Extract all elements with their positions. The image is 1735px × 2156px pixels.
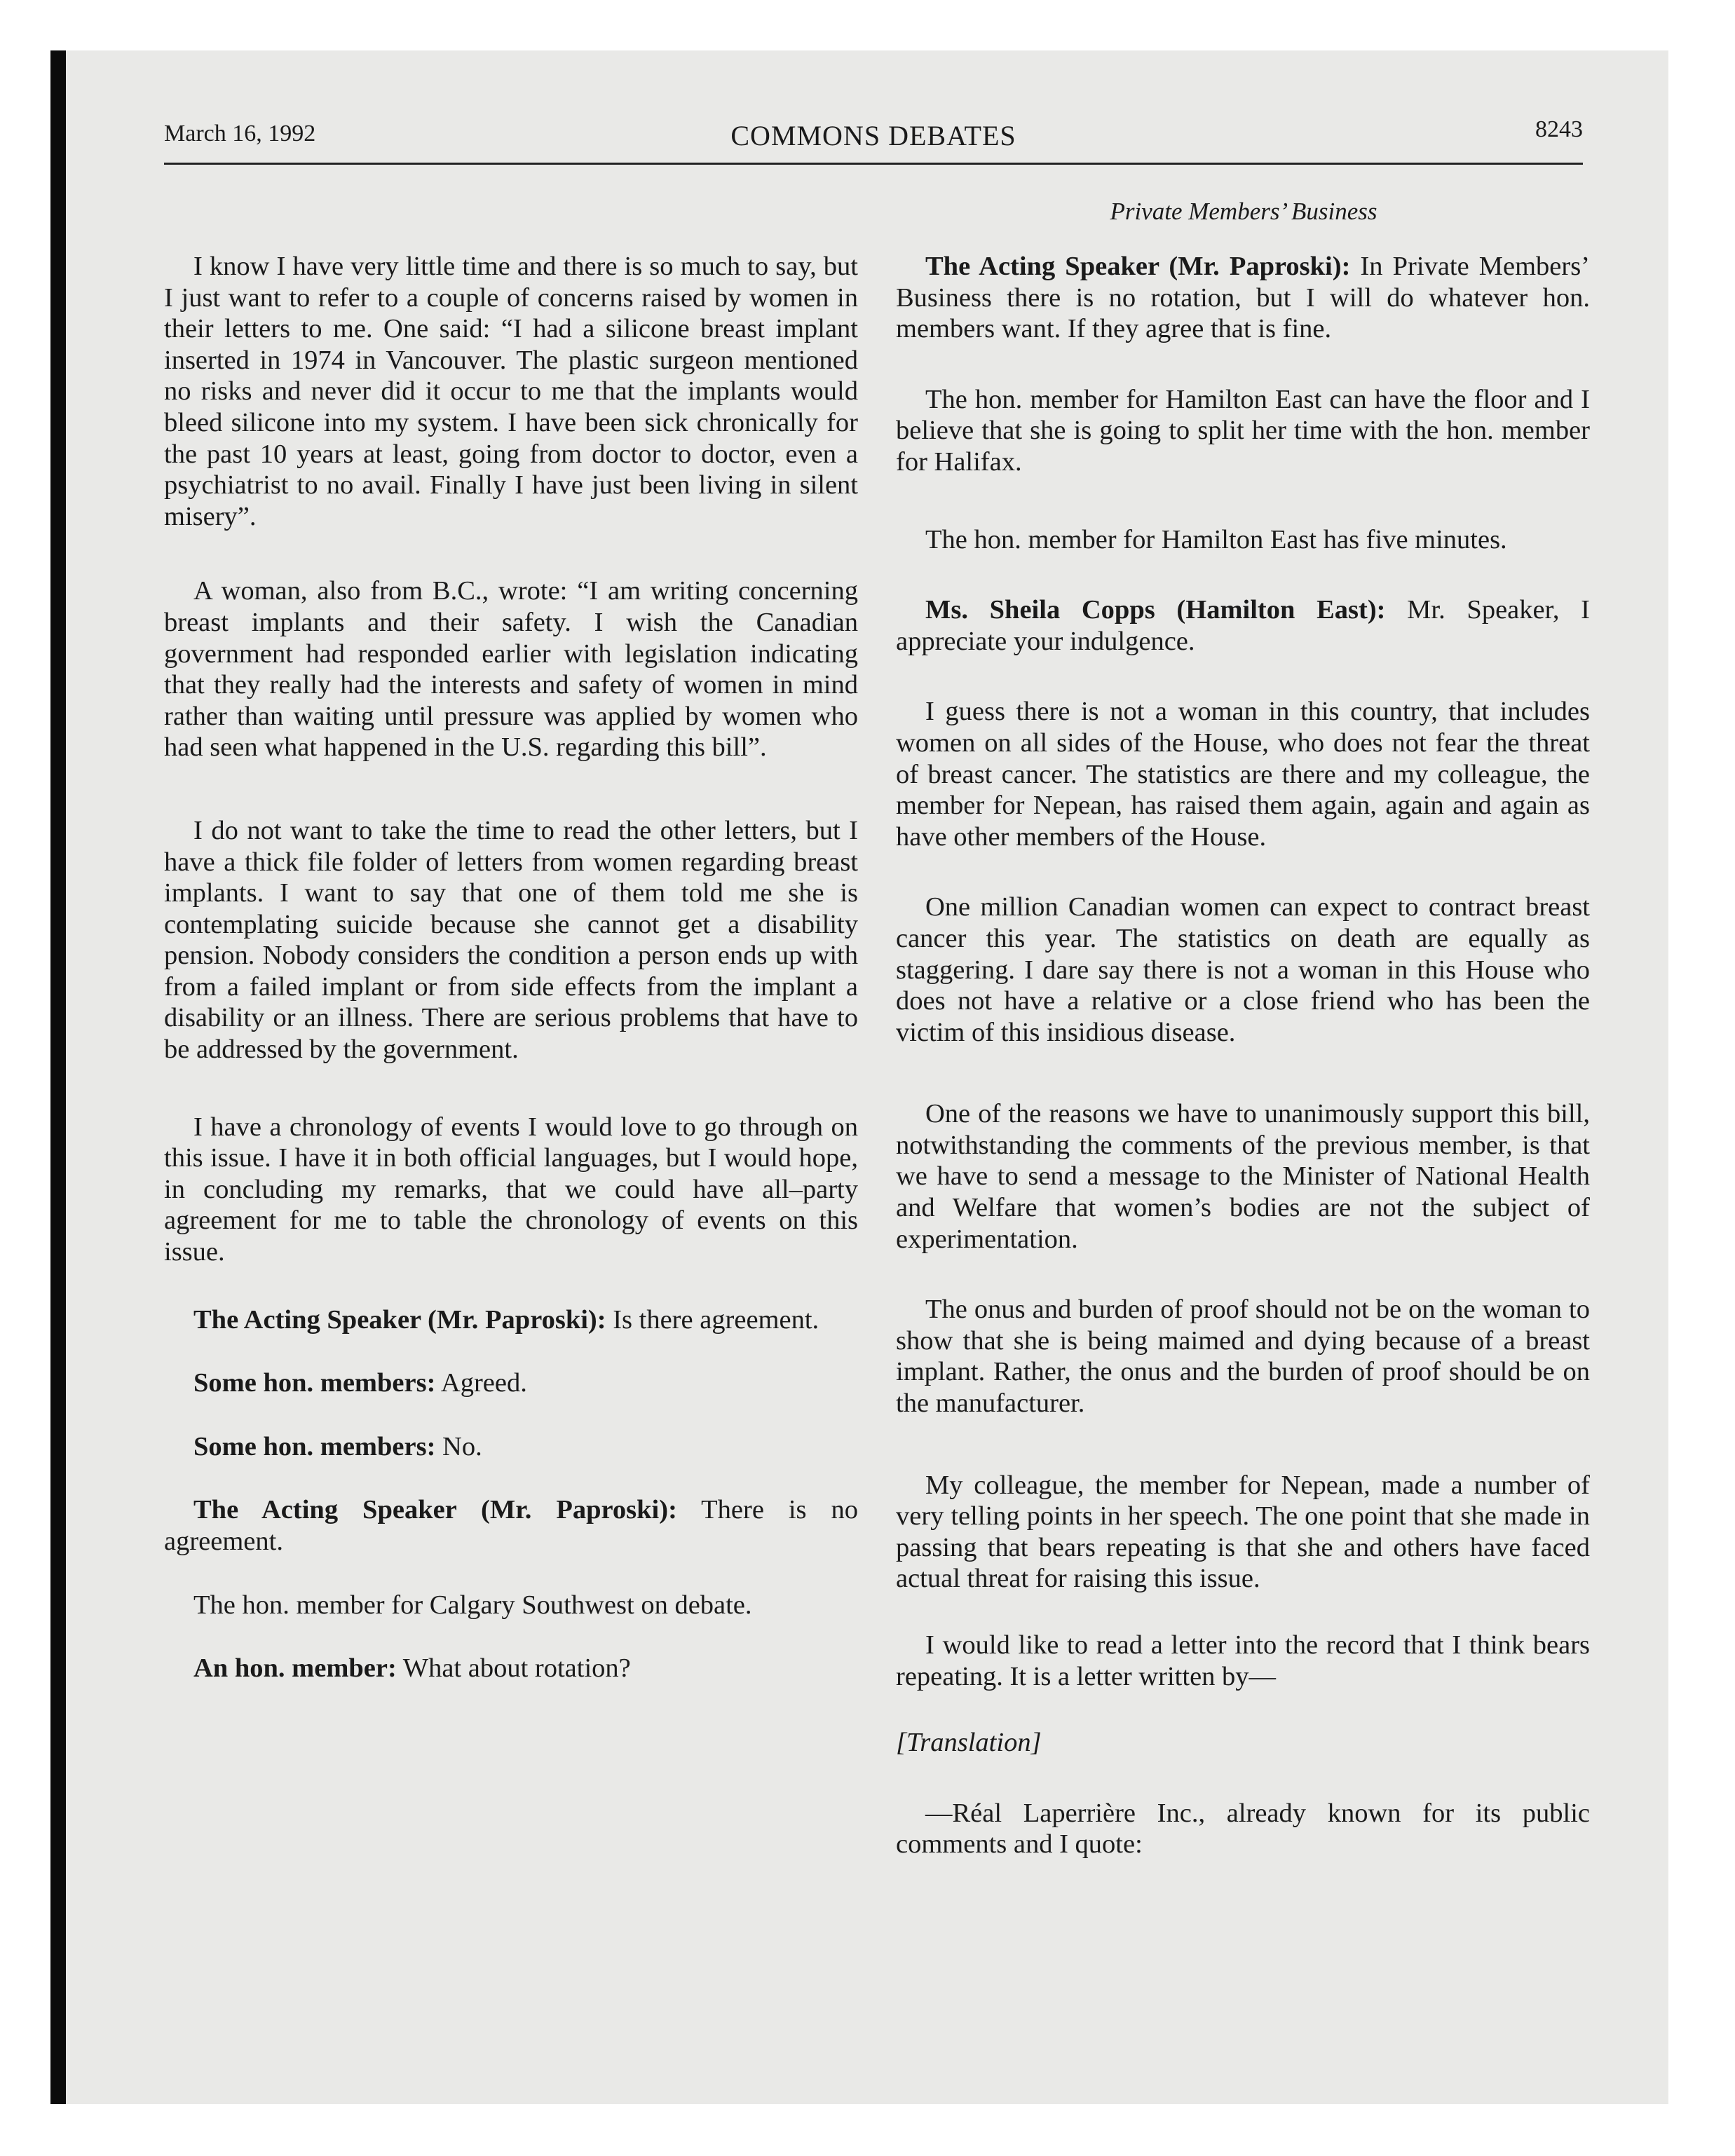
speech-text: Agreed. xyxy=(435,1368,527,1398)
speaker-name: An hon. member: xyxy=(193,1653,397,1684)
paragraph: One million Canadian women can expect to contract breast cancer this year. The statistics on death are equally as staggering. I dare say there is not a woman in this House who does not have a relative or a close friend who has been the victim of this insidious disease. xyxy=(896,892,1590,1047)
speech-text: No. xyxy=(435,1431,482,1461)
header-date: March 16, 1992 xyxy=(164,121,316,146)
paragraph: The hon. member for Hamilton East has five minutes. xyxy=(925,524,1507,554)
speaker-name: Some hon. members: xyxy=(193,1368,436,1398)
paragraph: One of the reasons we have to unanimously support this bill, notwithstanding the comments of the previous member, is that we have to send a message to the Minister of National Health and Welfare that women’s bodies are not the subject of experimentation. xyxy=(896,1099,1590,1254)
translation-note: [Translation] xyxy=(896,1728,1042,1758)
speaker-name: Some hon. members: xyxy=(193,1431,436,1461)
speaker-name: Ms. Sheila Copps (Hamilton East): xyxy=(925,595,1386,625)
paragraph: I guess there is not a woman in this country, that includes women on all sides of the House, who does not fear the threat of breast cancer. The statistics are there and my colleague, the member for Nepean, has raised them again, again and again as have other members of the House. xyxy=(896,697,1590,852)
paragraph: The onus and burden of proof should not be on the woman to show that she is being maimed and dying because of a breast implant. Rather, the onus and the burden of proof should be on the manufacturer. xyxy=(896,1295,1590,1419)
paragraph: The hon. member for Calgary Southwest on debate. xyxy=(193,1590,752,1620)
speech xyxy=(164,1653,858,1684)
speech xyxy=(896,594,1590,657)
section-title: Private Members’ Business xyxy=(1110,198,1377,225)
scan-border xyxy=(50,50,66,2104)
speech xyxy=(164,1431,858,1463)
paragraph: My colleague, the member for Nepean, made a number of very telling points in her speech. The one point that she made in passing that bears repeating is that she and others have faced actual threat for raising this issue. xyxy=(896,1470,1590,1594)
paragraph: —Réal Laperrière Inc., already known for its public comments and I quote: xyxy=(896,1798,1590,1860)
page-number: 8243 xyxy=(1535,116,1583,142)
speech-text: There is no agreement. xyxy=(164,1495,858,1556)
paragraph: I know I have very little time and there is so much to say, but I just want to refer to a couple of concerns raised by women in their letters to me. One said: “I had a silicone breast implant inserted in 1974 in Vancouver. The plastic surgeon mentioned no risks and never did it occur to me that the implants would bleed silicone into my system. I have been sick chronically for the past 10 years at least, going from doctor to doctor, even a psychiatrist to no avail. Finally I have just been living in silent misery”. xyxy=(164,252,858,531)
right-column xyxy=(896,251,1590,1904)
paragraph: I would like to read a letter into the record that I think bears repeating. It is a letter written by— xyxy=(896,1630,1590,1691)
speech-text: Mr. Speaker, I appreciate your indulgence. xyxy=(896,595,1590,656)
speech xyxy=(164,1304,858,1336)
paragraph: A woman, also from B.C., wrote: “I am writing concerning breast implants and their safety. I wish the Canadian government had responded earlier with legislation indicating that they really had the interests and safety of women in mind rather than waiting until pressure was applied by women who had seen what happened in the U.S. regarding this bill”. xyxy=(164,576,858,763)
speech xyxy=(164,1367,858,1399)
header-title: COMMONS DEBATES xyxy=(730,120,1016,151)
page-header xyxy=(164,112,1583,165)
speech-text: What about rotation? xyxy=(396,1653,631,1684)
speech-text: Is there agreement. xyxy=(606,1304,819,1335)
speech xyxy=(164,1494,858,1557)
speaker-name: The Acting Speaker (Mr. Paproski): xyxy=(193,1304,606,1335)
paragraph: The hon. member for Hamilton East can have the floor and I believe that she is going to split her time with the hon. member for Halifax. xyxy=(896,384,1590,477)
speaker-name: The Acting Speaker (Mr. Paproski): xyxy=(193,1495,677,1525)
speech-text: In Private Members’ Business there is no rotation, but I will do whatever hon. members want. If they agree that is fine. xyxy=(896,252,1590,344)
speaker-name: The Acting Speaker (Mr. Paproski): xyxy=(925,252,1351,281)
paragraph: I have a chronology of events I would love to go through on this issue. I have it in both official languages, but I would hope, in concluding my remarks, that we could have all–party agreement for me to table the chronology of events on this issue. xyxy=(164,1112,858,1267)
paragraph: I do not want to take the time to read the other letters, but I have a thick file folder of letters from women regarding breast implants. I want to say that one of them told me she is contemplating suicide because she cannot get a disability pension. Nobody considers the condition a person ends up with from a failed implant or from side effects from the implant a disability or an illness. There are serious problems that have to be addressed by the government. xyxy=(164,815,858,1065)
left-column xyxy=(164,251,858,1728)
speech xyxy=(896,251,1590,345)
